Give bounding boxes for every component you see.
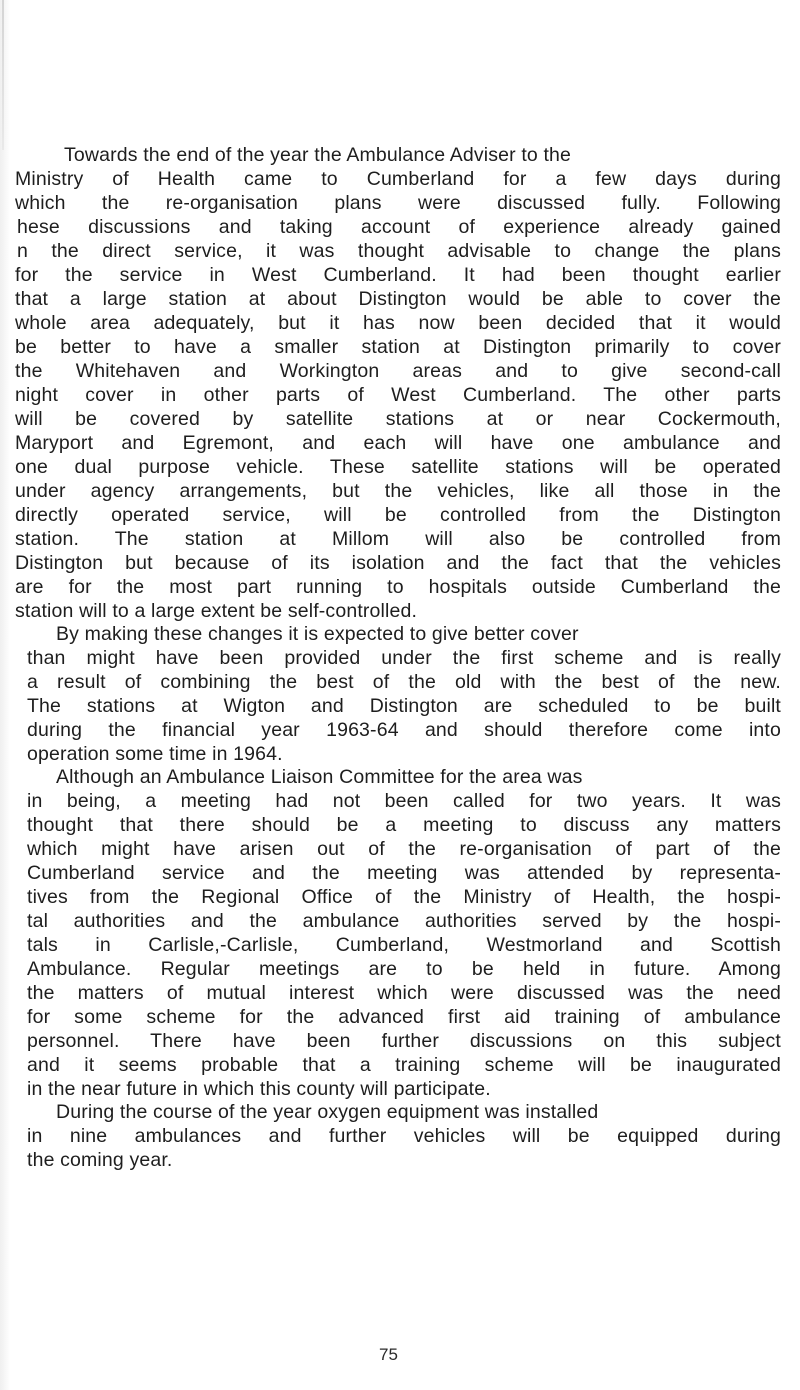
text-line: Towards the end of the year the Ambulance Adviser to the (64, 144, 572, 166)
text-line: that a large station at about Distington would be able to cover the (15, 288, 781, 310)
page-number: 75 (379, 1345, 398, 1364)
paragraph-oxygen-equipment (12, 1100, 782, 1174)
text-line: the matters of mutual interest which were discussed was the need (27, 982, 781, 1004)
text-line: Although an Ambulance Liaison Committee for the area was (56, 766, 583, 788)
text-line: the coming year. (27, 1149, 173, 1171)
text-line: Ministry of Health came to Cumberland for a few days during (15, 168, 781, 190)
text-line: By making these changes it is expected to give better cover (56, 623, 579, 645)
text-line: one dual purpose vehicle. These satellite stations will be operated (15, 456, 781, 478)
text-line: tals in Carlisle,-Carlisle, Cumberland, Westmorland and Scottish (27, 934, 781, 956)
text-line: which might have arisen out of the re-organisation of part of the (27, 838, 781, 860)
text-line: Distington but because of its isolation and the fact that the vehicles (15, 552, 781, 574)
text-line: be better to have a smaller station at Distington primarily to cover (15, 336, 781, 358)
text-line: night cover in other parts of West Cumberland. The other parts (15, 384, 781, 406)
text-line: station. The station at Millom will also be controlled from (15, 528, 781, 550)
text-line: whole area adequately, but it has now been decided that it would (15, 312, 781, 334)
text-line: Maryport and Egremont, and each will have one ambulance and (15, 432, 781, 454)
text-line: the Whitehaven and Workington areas and to give second-call (15, 360, 781, 382)
text-line: station will to a large extent be self-controlled. (15, 600, 418, 622)
text-line: n the direct service, it was thought advisable to change the plans (17, 240, 781, 262)
text-line: are for the most part running to hospitals outside Cumberland the (15, 576, 781, 598)
text-line: The stations at Wigton and Distington are scheduled to be built (27, 695, 781, 717)
text-line: and it seems probable that a training scheme will be inaugurated (27, 1054, 781, 1076)
paragraph-liaison-committee (12, 765, 782, 1105)
text-line: for some scheme for the advanced first aid training of ambulance (27, 1006, 781, 1028)
text-line: Ambulance. Regular meetings are to be held in future. Among (27, 958, 781, 980)
text-line: for the service in West Cumberland. It had been thought earlier (15, 264, 781, 286)
text-line: will be covered by satellite stations at or near Cockermouth, (15, 408, 781, 430)
text-line: operation some time in 1964. (27, 743, 283, 765)
text-line: tal authorities and the ambulance authorities served by the hospi- (27, 910, 781, 932)
text-line: personnel. There have been further discussions on this subject (27, 1030, 781, 1052)
text-line: thought that there should be a meeting to discuss any matters (27, 814, 781, 836)
paragraph-ambulance-reorganisation (12, 143, 782, 623)
text-line: During the course of the year oxygen equipment was installed (56, 1101, 599, 1123)
text-line: than might have been provided under the first scheme and is really (27, 647, 781, 669)
text-line: a result of combining the best of the old with the best of the new. (27, 671, 781, 693)
text-line: in the near future in which this county will participate. (27, 1078, 491, 1100)
text-line: which the re-organisation plans were discussed fully. Following (15, 192, 781, 214)
text-line: in nine ambulances and further vehicles will be equipped during (27, 1125, 781, 1147)
text-line: during the financial year 1963-64 and should therefore come into (27, 719, 781, 741)
text-line: in being, a meeting had not been called for two years. It was (27, 790, 781, 812)
paragraph-better-cover (12, 622, 782, 768)
text-line: Cumberland service and the meeting was attended by representa- (27, 862, 781, 884)
text-line: tives from the Regional Office of the Ministry of Health, the hospi- (27, 886, 781, 908)
text-line: directly operated service, will be controlled from the Distington (15, 504, 781, 526)
text-line: under agency arrangements, but the vehicles, like all those in the (15, 480, 781, 502)
text-line: hese discussions and taking account of experience already gained (17, 216, 781, 238)
